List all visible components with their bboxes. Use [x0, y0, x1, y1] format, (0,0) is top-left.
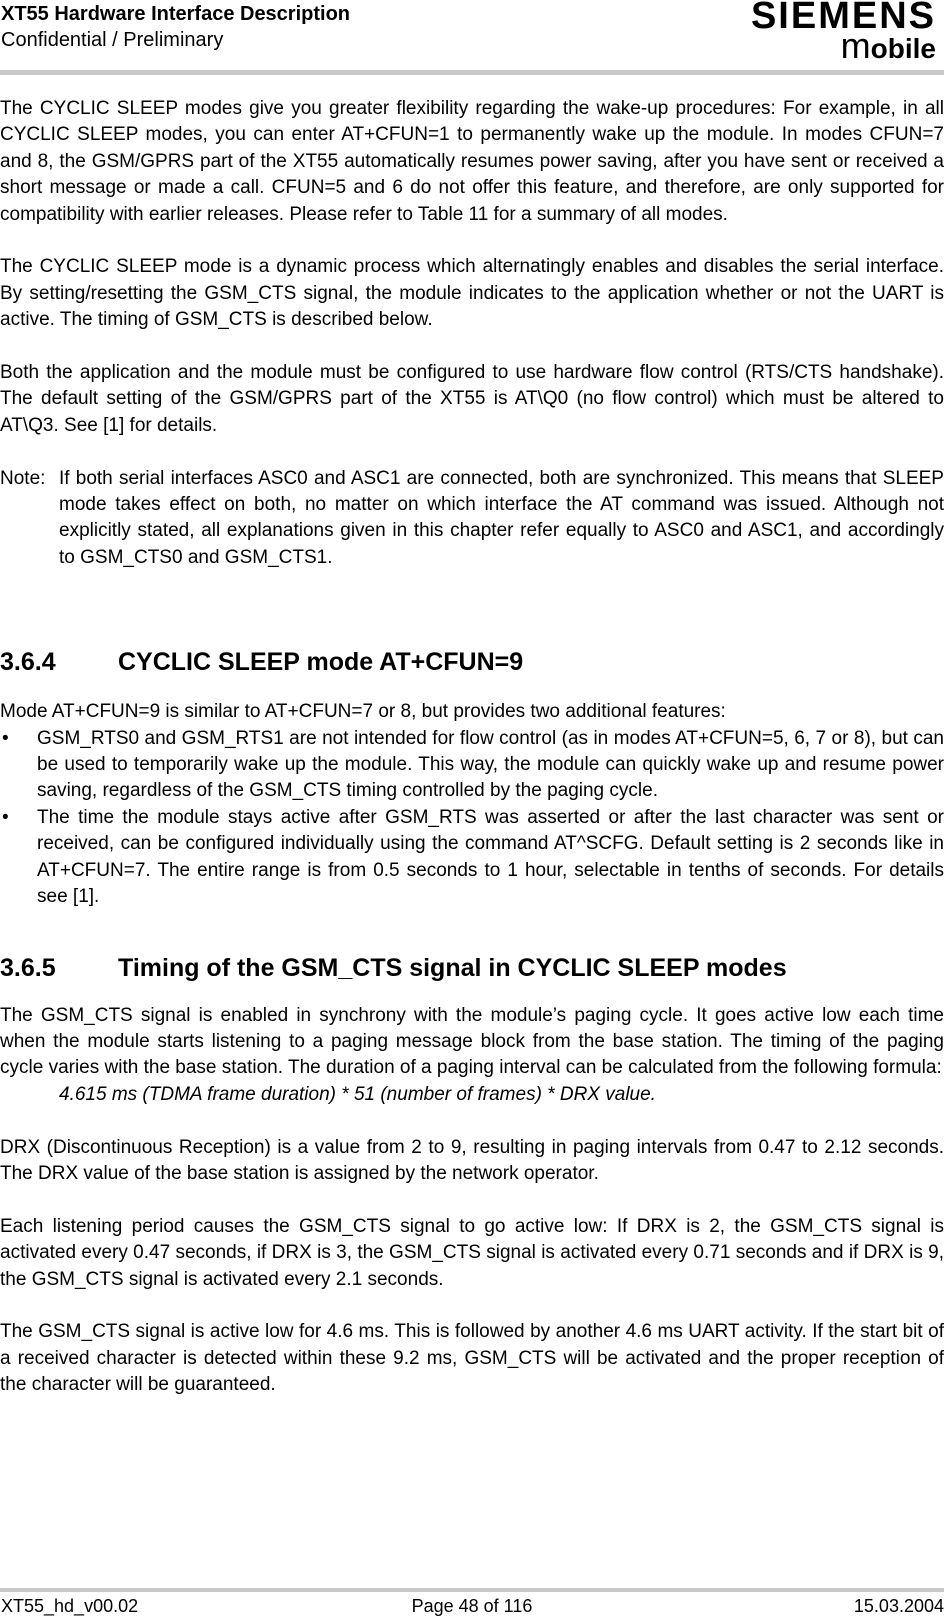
list-item [0, 726, 944, 805]
paragraph-flow-control: Both the application and the module must be configured to use hardware flow control (RTS/CTS handshake). The default setting of the GSM/GPRS part of the XT55 is AT\Q0 (no flow control) which must be altered to AT\Q3. See [1] for details. [0, 362, 944, 436]
paragraph-cfun9-intro: Mode AT+CFUN=9 is similar to AT+CFUN=7 or 8, but provides two additional features: [0, 701, 726, 723]
document-id: XT55_hd_v00.02 [1, 1596, 139, 1616]
paragraph-gsm-cts-paging: The GSM_CTS signal is enabled in synchrony with the module’s paging cycle. It goes active low each time when the module starts listening to a paging message block from the base station. The timing of the paging cycle varies with the base station. The duration of a paging interval can be calculated from the following formula: [0, 1004, 944, 1079]
paragraph-listening-period: Each listening period causes the GSM_CTS signal to go active low: If DRX is 2, the GSM_CTS signal is activated every 0.47 seconds, if DRX is 3, the GSM_CTS signal is activated every 0.71 seconds and if DRX is 9, the GSM_CTS signal is activated every 2.1 seconds. [0, 1215, 944, 1290]
page-header [0, 0, 944, 70]
section-number: 3.6.5 [0, 953, 56, 982]
note-text: If both serial interfaces ASC0 and ASC1 are connected, both are synchronized. This means that SLEEP mode takes effect on both, no matter on which interface the AT command was issued. Although not explicitly stated, all explanations given in this chapter refer equally to ASC0 and ASC1, and accordingly to GSM_CTS0 and GSM_CTS1. [59, 467, 944, 568]
note-label: Note: [0, 467, 46, 489]
section-heading-3-6-4 [0, 647, 944, 677]
paragraph-drx: DRX (Discontinuous Reception) is a value from 2 to 9, resulting in paging intervals from 0.47 to 2.12 seconds. The DRX value of the base station is assigned by the network operator. [0, 1136, 944, 1184]
logo-mobile-text [840, 25, 936, 66]
bullet-icon: • [2, 806, 9, 828]
page-number: Page 48 of 116 [411, 1596, 533, 1616]
paragraph-active-low-timing: The GSM_CTS signal is active low for 4.6 ms. This is followed by another 4.6 ms UART activity. If the start bit of a received character is detected within these 9.2 ms, GSM_CTS will be activated and the proper reception of the character will be guaranteed. [0, 1321, 944, 1396]
section-heading-3-6-5 [0, 953, 944, 983]
section-title: CYCLIC SLEEP mode AT+CFUN=9 [118, 648, 524, 677]
siemens-mobile-logo [706, 0, 936, 64]
document-title: XT55 Hardware Interface Description [1, 3, 351, 25]
section-number: 3.6.4 [0, 648, 56, 677]
note-block [0, 466, 944, 572]
paragraph-cyclic-sleep-dynamic: The CYCLIC SLEEP mode is a dynamic process which alternatingly enables and disables the serial interface. By setting/resetting the GSM_CTS signal, the module indicates to the application whether or not the UART is active. The timing of GSM_CTS is described below. [0, 256, 944, 331]
header-rule [0, 70, 944, 75]
list-item-text: The time the module stays active after GSM_RTS was asserted or after the last character was sent or received, can be configured individually using the command AT^SCFG. Default setting is 2 seconds like in AT+CFUN=7. The entire range is from 0.5 seconds to 1 hour, selectable in tenths of seconds. For details see [1]. [37, 806, 944, 908]
list-item-text: GSM_RTS0 and GSM_RTS1 are not intended for flow control (as in modes AT+CFUN=5, 6, 7 or 8), but can be used to temporarily wake up the module. This way, the module can quickly wake up and resume power saving, regardless of the GSM_CTS timing controlled by the paging cycle. [37, 727, 944, 802]
section-title: Timing of the GSM_CTS signal in CYCLIC SLEEP modes [118, 953, 787, 982]
paging-interval-formula: 4.615 ms (TDMA frame duration) * 51 (number of frames) * DRX value. [59, 1083, 656, 1105]
page-footer [0, 1588, 944, 1618]
document-date: 15.03.2004 [853, 1596, 944, 1616]
logo-brand-text: SIEMENS [750, 0, 936, 37]
page-content [0, 96, 944, 1425]
paragraph-cyclic-sleep-flexibility: The CYCLIC SLEEP modes give you greater flexibility regarding the wake-up procedures: For example, in all CYCLIC SLEEP modes, you can enter AT+CFUN=1 to permanently wake up the module. In modes CFUN=7 and 8, the GSM/GPRS part of the XT55 automatically resumes power saving, after you have sent or received a short message or made a call. CFUN=5 and 6 do not offer this feature, and therefore, are only supported for compatibility with earlier releases. Please refer to Table 11 for a summary of all modes. [0, 98, 944, 225]
logo-m-letter: m [840, 25, 871, 66]
logo-mobile-rest: obile [870, 33, 936, 64]
document-subtitle: Confidential / Preliminary [1, 29, 224, 51]
list-item [0, 805, 944, 911]
footer-rule [0, 1588, 944, 1592]
bullet-icon: • [2, 727, 9, 749]
